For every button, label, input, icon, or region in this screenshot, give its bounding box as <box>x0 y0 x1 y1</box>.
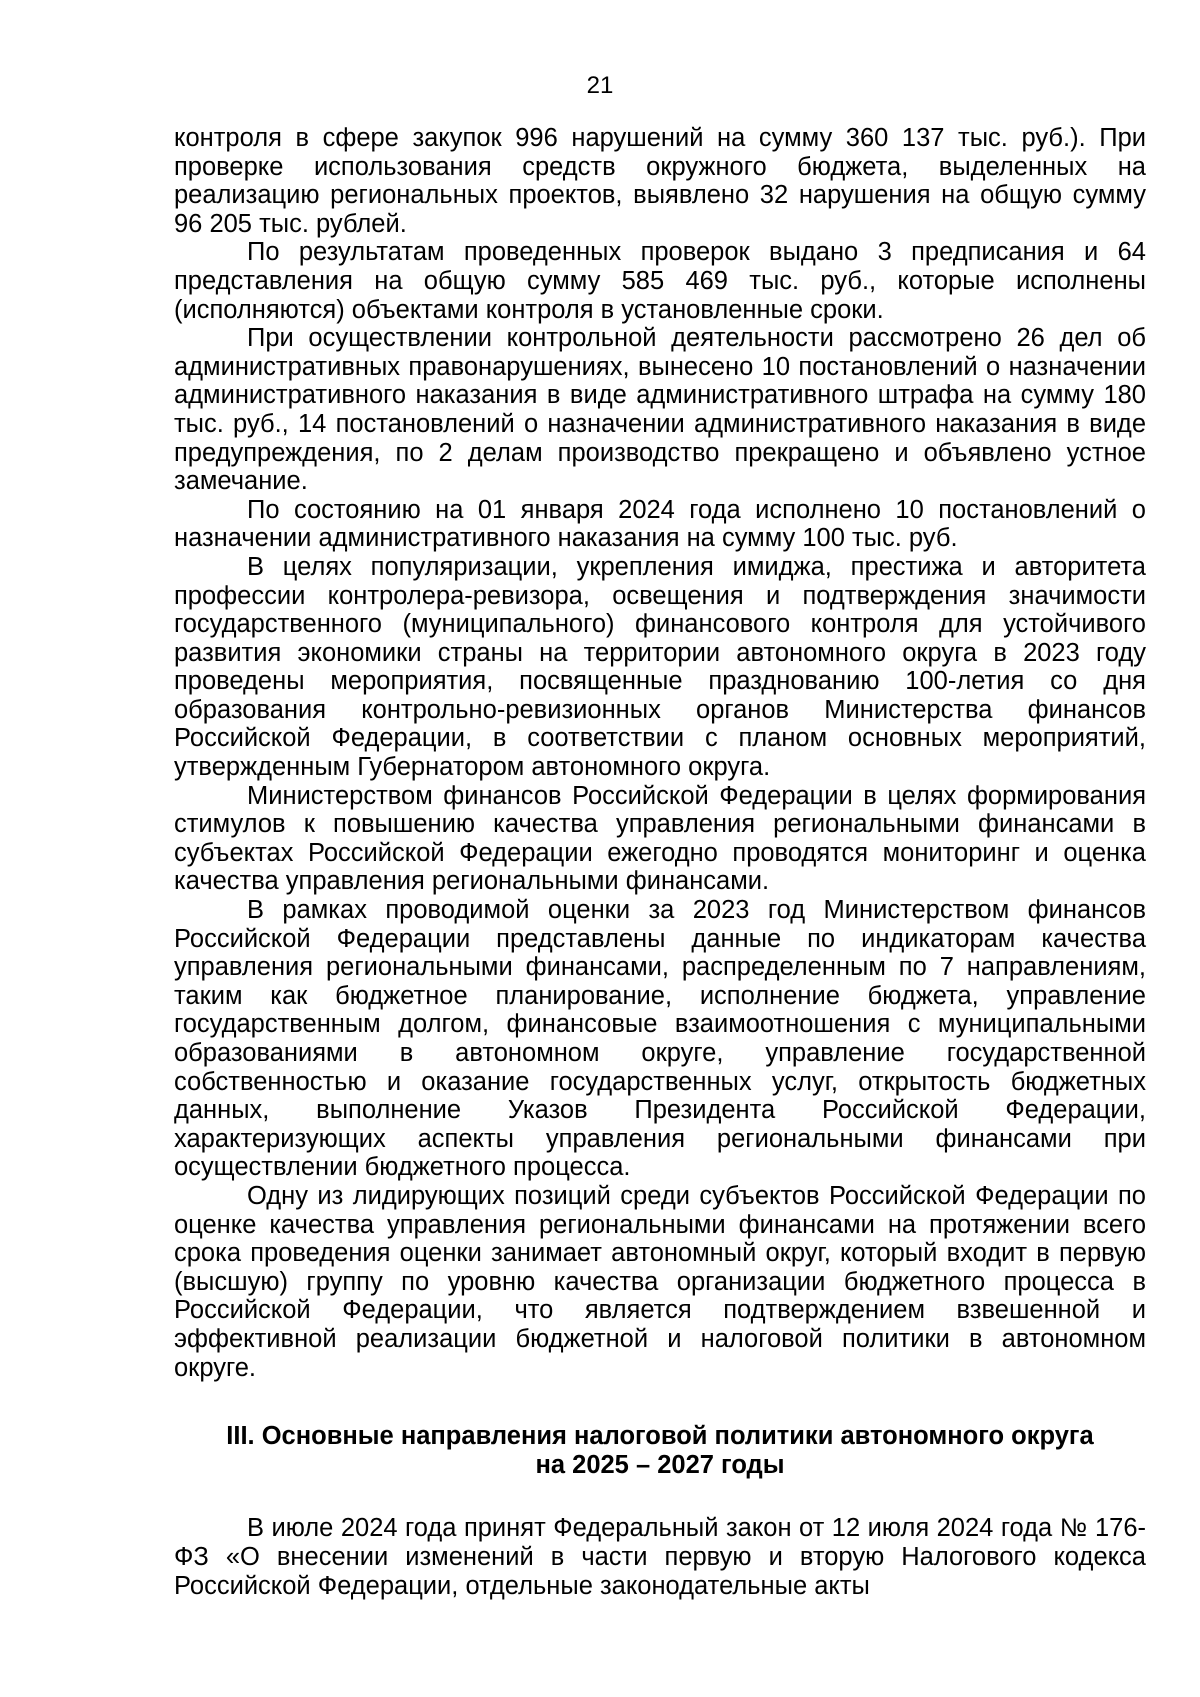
section-heading <box>174 1422 1146 1479</box>
paragraph-procurement-violations: контроля в сфере закупок 996 нарушений на сумму 360 137 тыс. руб.). При проверке использования средств окружного бюджета, выделенных на реализацию региональных проектов, выявлено 32 нарушения на общую сумму 96 205 тыс. рублей. <box>174 124 1146 238</box>
section-heading-line-2: на 2025 – 2027 годы <box>535 1450 785 1479</box>
section-heading-line-1: III. Основные направления налоговой политики автономного округа <box>226 1422 1094 1451</box>
paragraph-leading-position: Одну из лидирующих позиций среди субъектов Российской Федерации по оценке качества управления региональными финансами на протяжении всего срока проведения оценки занимает автономный округ, который входит в первую (высшую) группу по уровню качества организации бюджетного процесса в Российской Федерации, что является подтверждением взвешенной и эффективной реализации бюджетной и налоговой политики в автономном округе. <box>174 1181 1146 1382</box>
page-number: 21 <box>586 72 614 99</box>
paragraph-executed-decisions: По состоянию на 01 января 2024 года исполнено 10 постановлений о назначении административного наказания на сумму 100 тыс. руб. <box>174 495 1146 553</box>
paragraph-quality-assessment: В рамках проводимой оценки за 2023 год Министерством финансов Российской Федерации представлены данные по индикаторам качества управления региональными финансами, распределенным по 7 направлениям, таким как бюджетное планирование, исполнение бюджета, управление государственным долгом, финансовые взаимоотношения с муниципальными образованиями в автономном округе, управление государственной собственностью и оказание государственных услуг, открытость бюджетных данных, выполнение Указов Президента Российской Федерации, характеризующих аспекты управления региональными финансами при осуществлении бюджетного процесса. <box>174 896 1146 1182</box>
document-body <box>174 124 1146 1600</box>
paragraph-anniversary-events: В целях популяризации, укрепления имиджа, престижа и авторитета профессии контролера-ревизора, освещения и подтверждения значимости государственного (муниципального) финансового контроля для устойчивого развития экономики страны на территории автономного округа в 2023 году проведены мероприятия, посвященные празднованию 100-летия со дня образования контрольно-ревизионных органов Министерства финансов Российской Федерации, в соответствии с планом основных мероприятий, утвержденным Губернатором автономного округа. <box>174 552 1146 782</box>
paragraph-inspection-results: По результатам проведенных проверок выдано 3 предписания и 64 представления на общую сумму 585 469 тыс. руб., которые исполнены (исполняются) объектами контроля в установленные сроки. <box>174 238 1146 324</box>
paragraph-ministry-monitoring: Министерством финансов Российской Федерации в целях формирования стимулов к повышению качества управления региональными финансами в субъектах Российской Федерации ежегодно проводятся мониторинг и оценка качества управления региональными финансами. <box>174 781 1146 896</box>
paragraph-administrative-cases: При осуществлении контрольной деятельности рассмотрено 26 дел об административных правонарушениях, вынесено 10 постановлений о назначении административного наказания в виде административного штрафа на сумму 180 тыс. руб., 14 постановлений о назначении административного наказания в виде предупреждения, по 2 делам производство прекращено и объявлено устное замечание. <box>174 324 1146 496</box>
paragraph-federal-law: В июле 2024 года принят Федеральный закон от 12 июля 2024 года № 176-ФЗ «О внесении изменений в части первую и вторую Налогового кодекса Российской Федерации, отдельные законодательные акты <box>174 1514 1146 1600</box>
